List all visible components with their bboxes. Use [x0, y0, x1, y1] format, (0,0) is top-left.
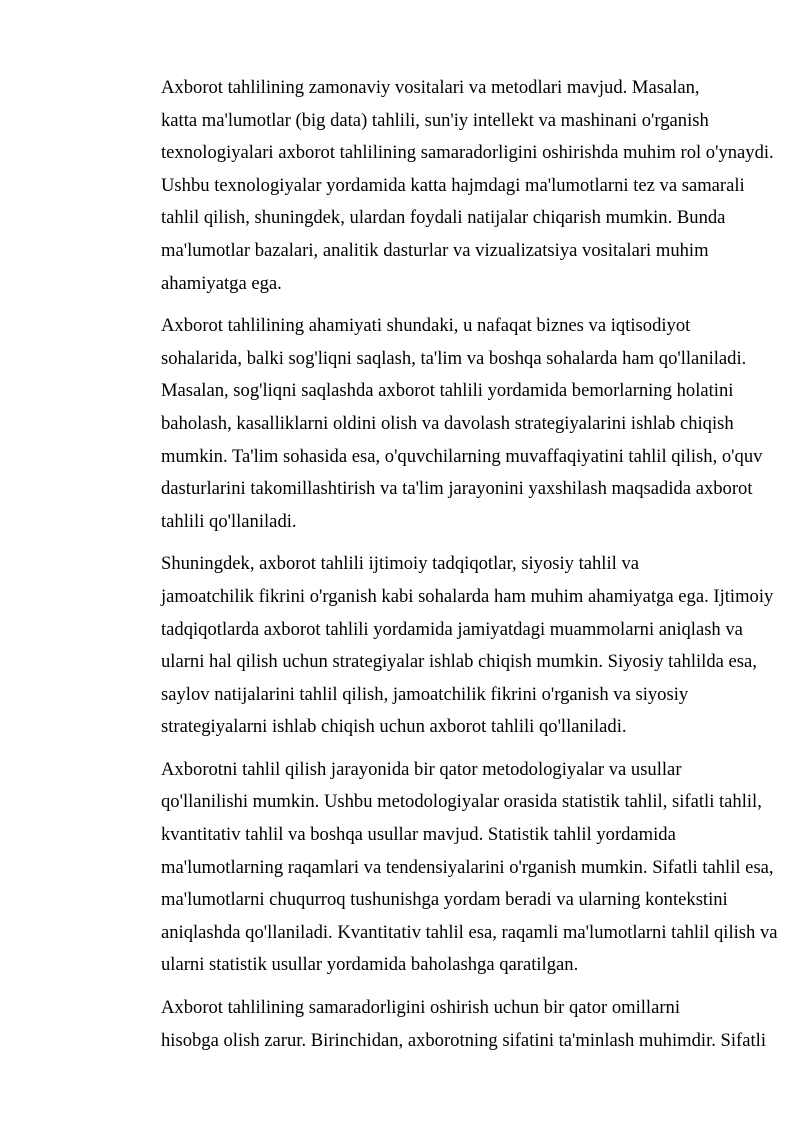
- text-line: Shuningdek, axborot tahlili ijtimoiy tadqiqotlar, siyosiy tahlil va: [161, 553, 639, 575]
- text-line: Axborotni tahlil qilish jarayonida bir qator metodologiyalar va usullar: [161, 758, 682, 780]
- text-line: Axborot tahlilining ahamiyati shundaki, u nafaqat biznes va iqtisodiyot: [161, 315, 691, 337]
- text-line: ma'lumotlar bazalari, analitik dasturlar va vizualizatsiya vositalari muhim: [161, 239, 709, 261]
- paragraph: [116, 72, 774, 300]
- text-line: texnologiyalari axborot tahlilining samaradorligini oshirishda muhim rol o'ynaydi.: [161, 142, 774, 164]
- text-line: hisobga olish zarur. Birinchidan, axborotning sifatini ta'minlash muhimdir. Sifatli: [161, 1029, 766, 1051]
- text-line: Ushbu texnologiyalar yordamida katta hajmdagi ma'lumotlarni tez va samarali: [161, 174, 745, 196]
- text-line: katta ma'lumotlar (big data) tahlili, sun'iy intellekt va mashinani o'rganish: [161, 109, 709, 131]
- text-line: baholash, kasalliklarni oldini olish va davolash strategiyalarini ishlab chiqish: [161, 412, 734, 434]
- text-line: tadqiqotlarda axborot tahlili yordamida jamiyatdagi muammolarni aniqlash va: [161, 618, 743, 640]
- text-line: dasturlarini takomillashtirish va ta'lim jarayonini yaxshilash maqsadida axborot: [161, 478, 753, 500]
- paragraph: [116, 548, 774, 744]
- text-line: aniqlashda qo'llaniladi. Kvantitativ tahlil esa, raqamli ma'lumotlarni tahlil qilish va: [161, 921, 778, 943]
- text-line: ahamiyatga ega.: [161, 272, 282, 294]
- paragraph: [116, 754, 778, 982]
- paragraph: [116, 992, 766, 1057]
- document-body: [116, 72, 778, 1067]
- text-line: Axborot tahlilining samaradorligini oshirish uchun bir qator omillarni: [161, 997, 680, 1019]
- text-line: sohalarida, balki sog'liqni saqlash, ta'lim va boshqa sohalarda ham qo'llaniladi.: [161, 347, 747, 369]
- text-line: qo'llanilishi mumkin. Ushbu metodologiyalar orasida statistik tahlil, sifatli tahlil,: [161, 791, 762, 813]
- text-line: jamoatchilik fikrini o'rganish kabi sohalarda ham muhim ahamiyatga ega. Ijtimoiy: [161, 585, 774, 607]
- text-line: tahlil qilish, shuningdek, ulardan foydali natijalar chiqarish mumkin. Bunda: [161, 207, 726, 229]
- paragraph: [116, 310, 763, 538]
- text-line: kvantitativ tahlil va boshqa usullar mavjud. Statistik tahlil yordamida: [161, 824, 676, 846]
- text-line: Masalan, sog'liqni saqlashda axborot tahlili yordamida bemorlarning holatini: [161, 380, 734, 402]
- text-line: tahlili qo'llaniladi.: [161, 510, 297, 532]
- text-line: ularni statistik usullar yordamida baholashga qaratilgan.: [161, 954, 579, 976]
- text-line: ma'lumotlarni chuqurroq tushunishga yordam beradi va ularning kontekstini: [161, 889, 728, 911]
- text-line: Axborot tahlilining zamonaviy vositalari va metodlari mavjud. Masalan,: [161, 77, 700, 98]
- text-line: ma'lumotlarning raqamlari va tendensiyalarini o'rganish mumkin. Sifatli tahlil esa,: [161, 856, 774, 878]
- text-line: strategiyalarni ishlab chiqish uchun axborot tahlili qo'llaniladi.: [161, 716, 627, 738]
- text-line: saylov natijalarini tahlil qilish, jamoatchilik fikrini o'rganish va siyosiy: [161, 683, 689, 705]
- text-line: mumkin. Ta'lim sohasida esa, o'quvchilarning muvaffaqiyatini tahlil qilish, o'quv: [161, 445, 763, 467]
- text-line: ularni hal qilish uchun strategiyalar ishlab chiqish mumkin. Siyosiy tahlilda esa,: [161, 651, 757, 673]
